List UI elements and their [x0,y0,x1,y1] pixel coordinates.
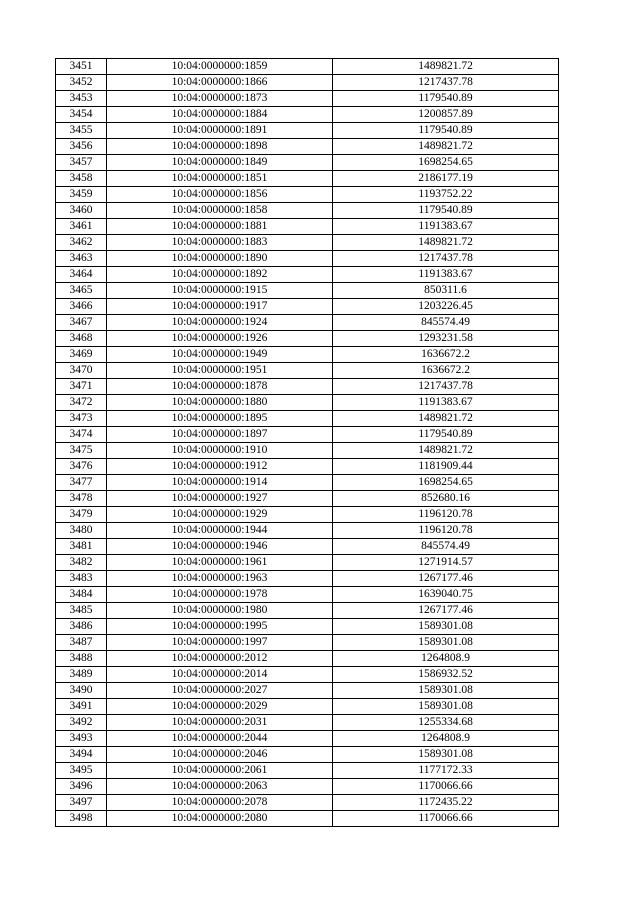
row-number-cell: 3498 [56,811,107,827]
value-cell: 1217437.78 [333,379,559,395]
value-cell: 1196120.78 [333,507,559,523]
table-row [56,427,559,443]
cadastral-number-cell: 10:04:0000000:1914 [107,475,333,491]
cadastral-number-cell: 10:04:0000000:2029 [107,699,333,715]
row-number-cell: 3494 [56,747,107,763]
value-cell: 1489821.72 [333,139,559,155]
cadastral-number-cell: 10:04:0000000:2012 [107,651,333,667]
cadastral-number-cell: 10:04:0000000:1961 [107,555,333,571]
row-number-cell: 3484 [56,587,107,603]
table-row [56,651,559,667]
table-row [56,443,559,459]
table-row [56,363,559,379]
row-number-cell: 3469 [56,347,107,363]
cadastral-number-cell: 10:04:0000000:1997 [107,635,333,651]
value-cell: 1698254.65 [333,155,559,171]
table-row [56,395,559,411]
table-row [56,763,559,779]
value-cell: 1172435.22 [333,795,559,811]
row-number-cell: 3455 [56,123,107,139]
table-row [56,283,559,299]
cadastral-number-cell: 10:04:0000000:1897 [107,427,333,443]
value-cell: 1193752.22 [333,187,559,203]
cadastral-number-cell: 10:04:0000000:1927 [107,491,333,507]
value-cell: 850311.6 [333,283,559,299]
value-cell: 1489821.72 [333,59,559,75]
cadastral-number-cell: 10:04:0000000:1949 [107,347,333,363]
value-cell: 1589301.08 [333,683,559,699]
row-number-cell: 3461 [56,219,107,235]
cadastral-number-cell: 10:04:0000000:2061 [107,763,333,779]
value-cell: 1293231.58 [333,331,559,347]
row-number-cell: 3477 [56,475,107,491]
row-number-cell: 3472 [56,395,107,411]
row-number-cell: 3466 [56,299,107,315]
row-number-cell: 3478 [56,491,107,507]
row-number-cell: 3496 [56,779,107,795]
cadastral-number-cell: 10:04:0000000:1910 [107,443,333,459]
table-row [56,219,559,235]
table-row [56,811,559,827]
row-number-cell: 3497 [56,795,107,811]
cadastral-number-cell: 10:04:0000000:1995 [107,619,333,635]
cadastral-number-cell: 10:04:0000000:1915 [107,283,333,299]
row-number-cell: 3491 [56,699,107,715]
value-cell: 1255334.68 [333,715,559,731]
cadastral-number-cell: 10:04:0000000:1866 [107,75,333,91]
row-number-cell: 3479 [56,507,107,523]
row-number-cell: 3463 [56,251,107,267]
value-cell: 1200857.89 [333,107,559,123]
row-number-cell: 3481 [56,539,107,555]
value-cell: 1267177.46 [333,603,559,619]
value-cell: 1589301.08 [333,635,559,651]
cadastral-number-cell: 10:04:0000000:1873 [107,91,333,107]
value-cell: 1217437.78 [333,75,559,91]
value-cell: 845574.49 [333,539,559,555]
table-row [56,459,559,475]
row-number-cell: 3492 [56,715,107,731]
cadastral-number-cell: 10:04:0000000:1917 [107,299,333,315]
cadastral-number-cell: 10:04:0000000:2063 [107,779,333,795]
value-cell: 1196120.78 [333,523,559,539]
value-cell: 1181909.44 [333,459,559,475]
value-cell: 1586932.52 [333,667,559,683]
cadastral-number-cell: 10:04:0000000:1884 [107,107,333,123]
table-row [56,603,559,619]
cadastral-number-cell: 10:04:0000000:1858 [107,203,333,219]
table-row [56,507,559,523]
value-cell: 1179540.89 [333,91,559,107]
value-cell: 1639040.75 [333,587,559,603]
cadastral-number-cell: 10:04:0000000:2027 [107,683,333,699]
table-row [56,267,559,283]
table-row [56,331,559,347]
row-number-cell: 3480 [56,523,107,539]
row-number-cell: 3473 [56,411,107,427]
row-number-cell: 3467 [56,315,107,331]
table-row [56,699,559,715]
cadastral-number-cell: 10:04:0000000:1891 [107,123,333,139]
table-row [56,795,559,811]
table-row [56,779,559,795]
value-cell: 1179540.89 [333,203,559,219]
cadastral-number-cell: 10:04:0000000:1978 [107,587,333,603]
row-number-cell: 3471 [56,379,107,395]
row-number-cell: 3489 [56,667,107,683]
table-row [56,107,559,123]
value-cell: 1264808.9 [333,651,559,667]
table-row [56,251,559,267]
value-cell: 1636672.2 [333,363,559,379]
table-row [56,715,559,731]
cadastral-number-cell: 10:04:0000000:2078 [107,795,333,811]
value-cell: 1267177.46 [333,571,559,587]
table-row [56,171,559,187]
value-cell: 1191383.67 [333,219,559,235]
table-row [56,315,559,331]
cadastral-number-cell: 10:04:0000000:1944 [107,523,333,539]
table-row [56,299,559,315]
cadastral-number-cell: 10:04:0000000:1924 [107,315,333,331]
table-row [56,619,559,635]
cadastral-number-cell: 10:04:0000000:1951 [107,363,333,379]
table-row [56,555,559,571]
table-row [56,347,559,363]
table-row [56,235,559,251]
value-cell: 845574.49 [333,315,559,331]
table-row [56,587,559,603]
table-row [56,747,559,763]
table-row [56,75,559,91]
cadastral-number-cell: 10:04:0000000:1856 [107,187,333,203]
value-cell: 1179540.89 [333,123,559,139]
cadastral-number-cell: 10:04:0000000:1963 [107,571,333,587]
row-number-cell: 3468 [56,331,107,347]
row-number-cell: 3482 [56,555,107,571]
table-row [56,523,559,539]
row-number-cell: 3457 [56,155,107,171]
row-number-cell: 3465 [56,283,107,299]
row-number-cell: 3476 [56,459,107,475]
row-number-cell: 3483 [56,571,107,587]
table-row [56,139,559,155]
table-row [56,411,559,427]
cadastral-number-cell: 10:04:0000000:1895 [107,411,333,427]
table-row [56,59,559,75]
table-row [56,635,559,651]
value-cell: 1489821.72 [333,411,559,427]
table-row [56,475,559,491]
row-number-cell: 3490 [56,683,107,699]
cadastral-number-cell: 10:04:0000000:2046 [107,747,333,763]
row-number-cell: 3495 [56,763,107,779]
value-cell: 852680.16 [333,491,559,507]
table-row [56,155,559,171]
cadastral-number-cell: 10:04:0000000:1859 [107,59,333,75]
cadastral-number-cell: 10:04:0000000:1946 [107,539,333,555]
row-number-cell: 3454 [56,107,107,123]
value-cell: 1489821.72 [333,443,559,459]
row-number-cell: 3453 [56,91,107,107]
cadastral-number-cell: 10:04:0000000:1926 [107,331,333,347]
cadastral-number-cell: 10:04:0000000:2031 [107,715,333,731]
row-number-cell: 3459 [56,187,107,203]
cadastral-number-cell: 10:04:0000000:1883 [107,235,333,251]
value-cell: 1636672.2 [333,347,559,363]
value-cell: 1177172.33 [333,763,559,779]
row-number-cell: 3493 [56,731,107,747]
cadastral-number-cell: 10:04:0000000:1890 [107,251,333,267]
table-row [56,571,559,587]
cadastral-number-cell: 10:04:0000000:2014 [107,667,333,683]
cadastral-number-cell: 10:04:0000000:1880 [107,395,333,411]
table-row [56,491,559,507]
value-cell: 1191383.67 [333,267,559,283]
row-number-cell: 3464 [56,267,107,283]
value-cell: 1191383.67 [333,395,559,411]
row-number-cell: 3451 [56,59,107,75]
row-number-cell: 3485 [56,603,107,619]
value-cell: 1271914.57 [333,555,559,571]
cadastral-number-cell: 10:04:0000000:2080 [107,811,333,827]
value-cell: 1217437.78 [333,251,559,267]
cadastral-number-cell: 10:04:0000000:1851 [107,171,333,187]
table-row [56,379,559,395]
row-number-cell: 3462 [56,235,107,251]
row-number-cell: 3458 [56,171,107,187]
value-cell: 1170066.66 [333,779,559,795]
cadastral-number-cell: 10:04:0000000:2044 [107,731,333,747]
cadastral-number-cell: 10:04:0000000:1878 [107,379,333,395]
value-cell: 2186177.19 [333,171,559,187]
table-row [56,683,559,699]
cadastral-number-cell: 10:04:0000000:1929 [107,507,333,523]
value-cell: 1698254.65 [333,475,559,491]
table-row [56,187,559,203]
row-number-cell: 3486 [56,619,107,635]
table-row [56,123,559,139]
row-number-cell: 3488 [56,651,107,667]
table-row [56,91,559,107]
row-number-cell: 3452 [56,75,107,91]
table-row [56,539,559,555]
cadastral-number-cell: 10:04:0000000:1912 [107,459,333,475]
row-number-cell: 3474 [56,427,107,443]
cadastral-number-cell: 10:04:0000000:1898 [107,139,333,155]
row-number-cell: 3456 [56,139,107,155]
row-number-cell: 3470 [56,363,107,379]
data-table [55,58,559,827]
cadastral-number-cell: 10:04:0000000:1849 [107,155,333,171]
value-cell: 1589301.08 [333,619,559,635]
cadastral-number-cell: 10:04:0000000:1881 [107,219,333,235]
table-row [56,667,559,683]
row-number-cell: 3460 [56,203,107,219]
cadastral-number-cell: 10:04:0000000:1980 [107,603,333,619]
row-number-cell: 3487 [56,635,107,651]
table-row [56,731,559,747]
row-number-cell: 3475 [56,443,107,459]
value-cell: 1589301.08 [333,747,559,763]
cadastral-number-cell: 10:04:0000000:1892 [107,267,333,283]
value-cell: 1203226.45 [333,299,559,315]
table-body [56,59,559,827]
value-cell: 1179540.89 [333,427,559,443]
value-cell: 1489821.72 [333,235,559,251]
value-cell: 1589301.08 [333,699,559,715]
value-cell: 1170066.66 [333,811,559,827]
table-row [56,203,559,219]
value-cell: 1264808.9 [333,731,559,747]
